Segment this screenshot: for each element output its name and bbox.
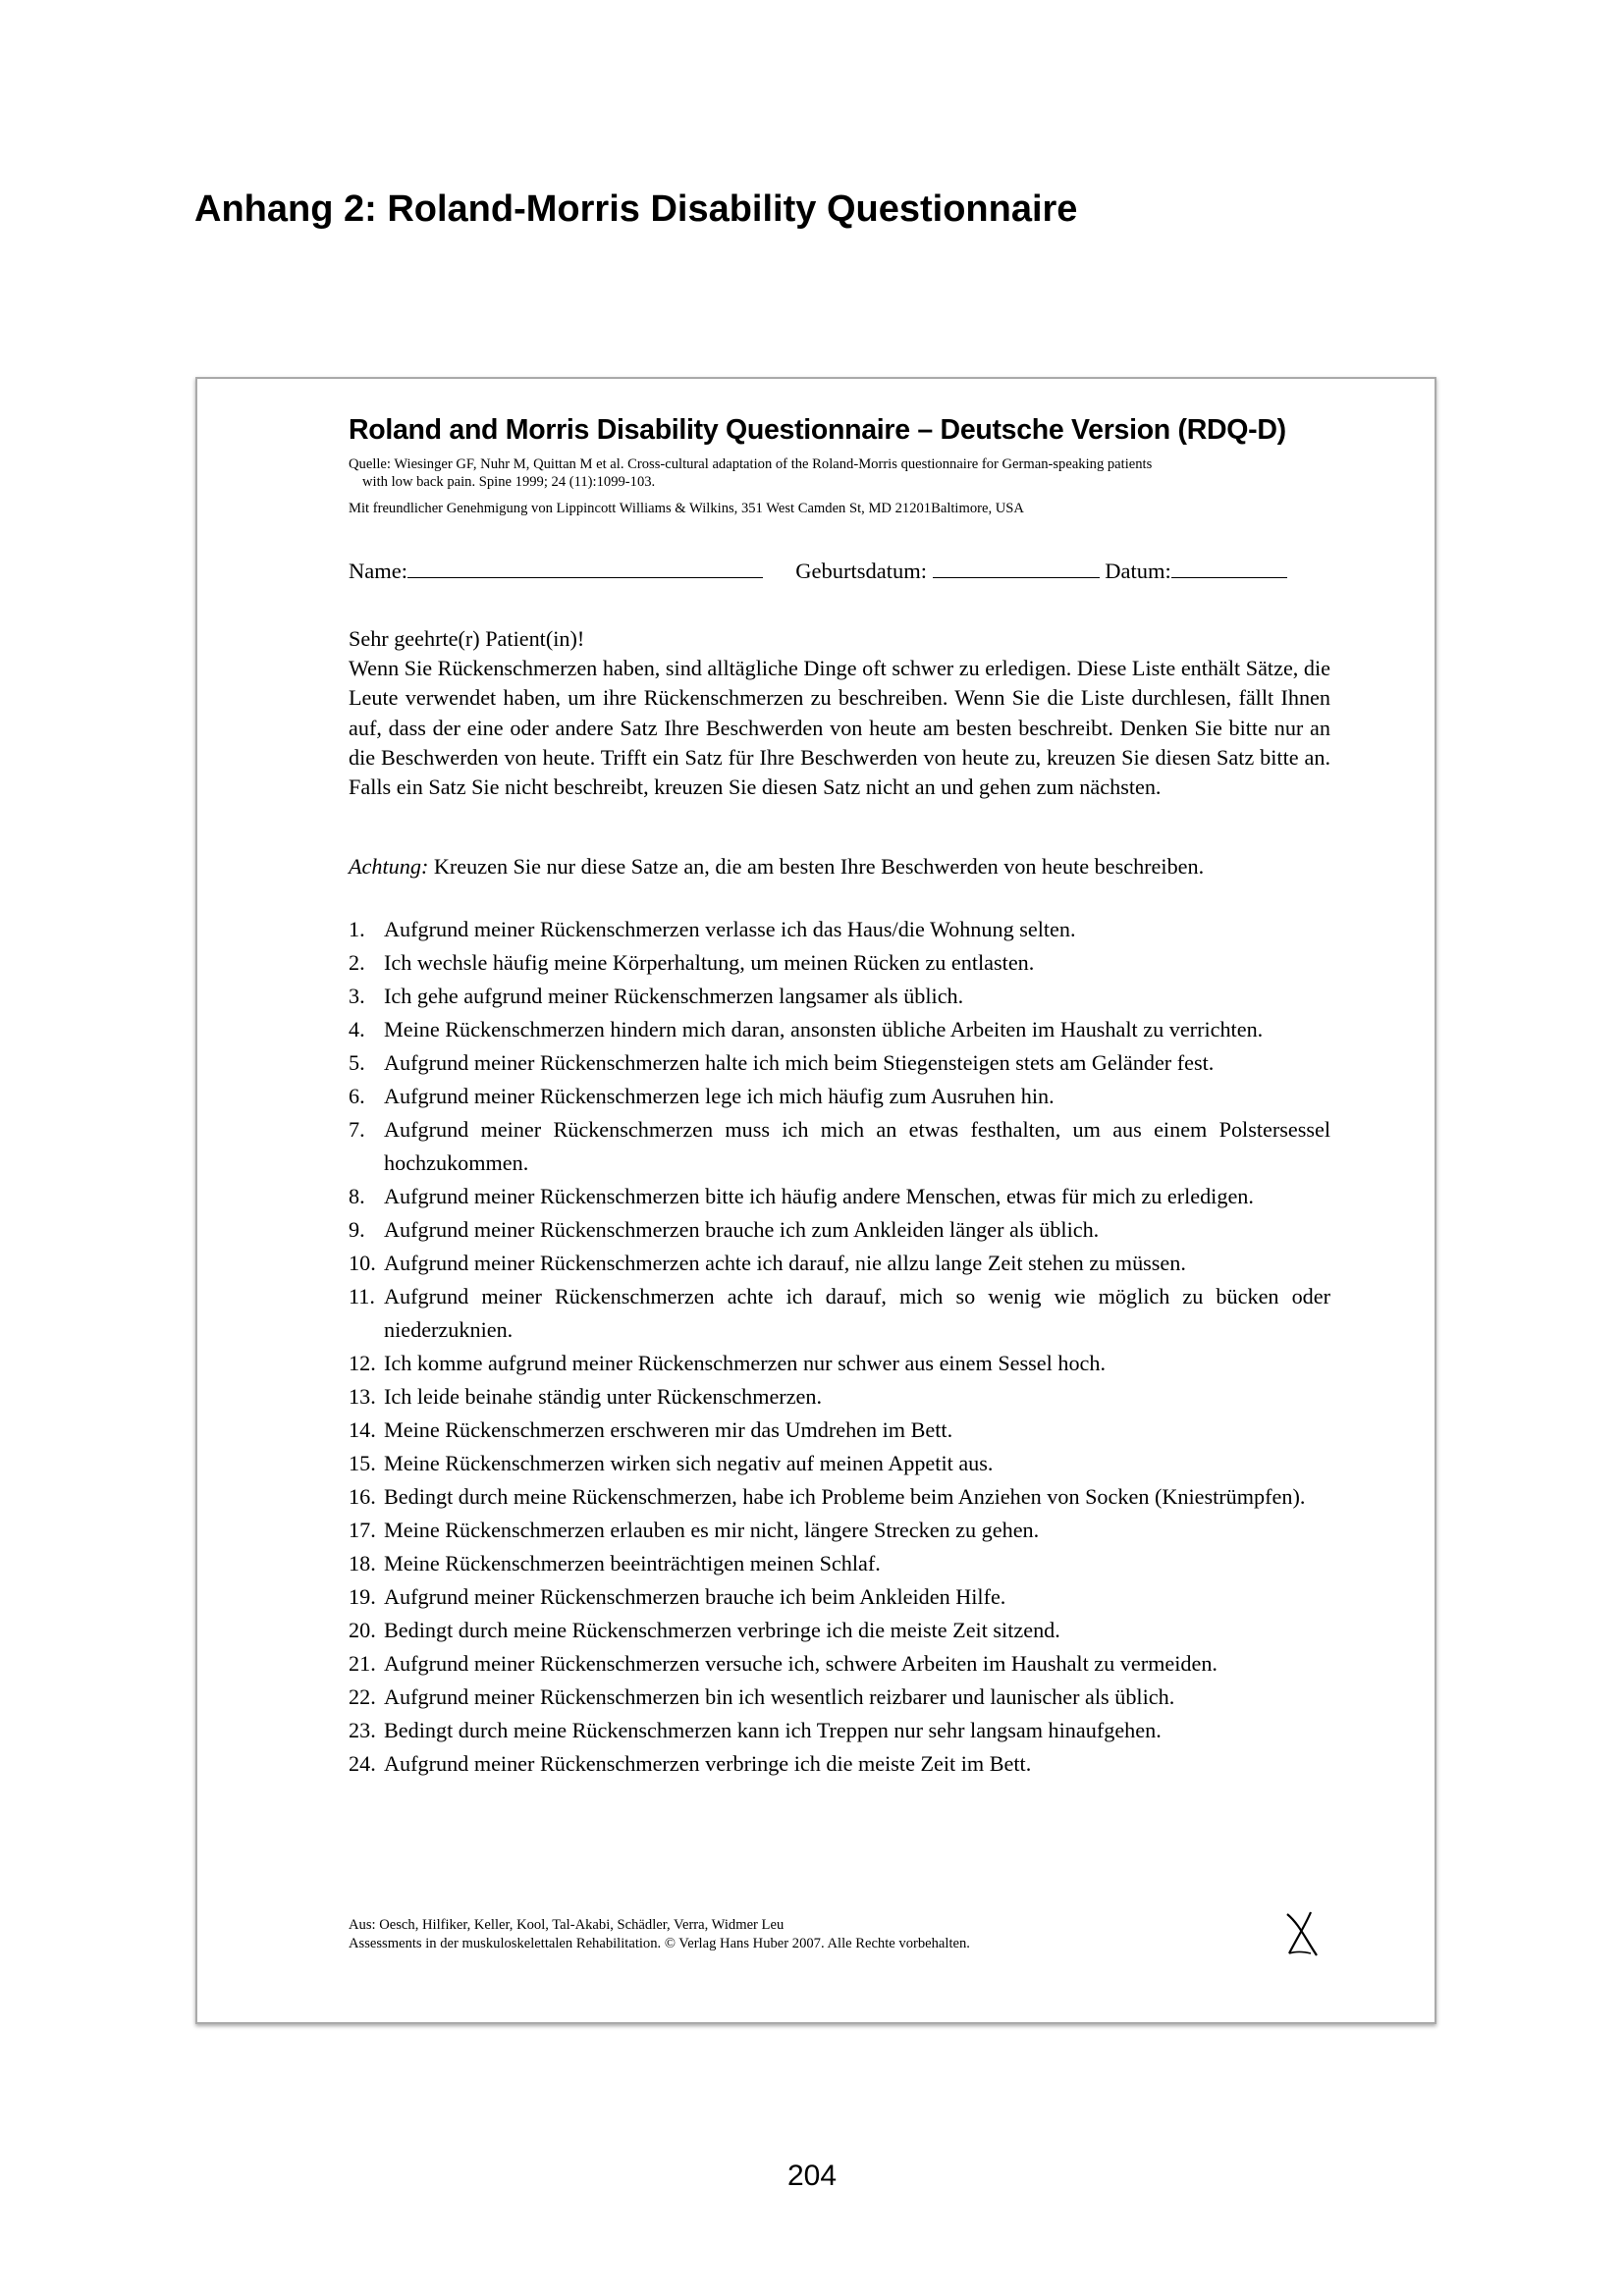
item-text: Aufgrund meiner Rückenschmerzen bitte ich häufig andere Menschen, etwas für mich zu erledigen. xyxy=(384,1184,1254,1208)
page-number: 204 xyxy=(786,2160,838,2192)
item-number: 15. xyxy=(349,1451,376,1475)
source-line-1: Quelle: Wiesinger GF, Nuhr M, Quittan M et al. Cross-cultural adaptation of the Roland-Morris questionnaire for German-speaking patients xyxy=(349,456,1153,472)
warning-text: Kreuzen Sie nur diese Satze an, die am besten Ihre Beschwerden von heute beschreiben. xyxy=(433,854,1205,879)
questionnaire-item[interactable] xyxy=(349,1113,1330,1180)
intro-text: Wenn Sie Rückenschmerzen haben, sind alltägliche Dinge oft schwer zu erledigen. Diese Liste enthält Sätze, die Leute verwendet haben, um ihre Rückenschmerzen zu beschreiben. Wenn Sie die Liste durchlesen, fällt Ihnen auf, dass der eine oder andere Satz Ihre Beschwerden von heute am besten beschreibt. Denken Sie bitte nur an die Beschwerden von heute. Trifft ein Satz für Ihre Beschwerden von heute zu, kreuzen Sie diesen Satz bitte an. Falls ein Satz Sie nicht beschreibt, kreuzen Sie diesen Satz nicht an und gehen zum nächsten. xyxy=(349,656,1330,800)
item-text: Ich wechsle häufig meine Körperhaltung, um meinen Rücken zu entlasten. xyxy=(384,950,1035,975)
birthdate-label: Geburtsdatum: xyxy=(795,559,927,583)
item-text: Aufgrund meiner Rückenschmerzen muss ich mich an etwas festhalten, um aus einem Polstersessel hochzukommen. xyxy=(384,1117,1330,1175)
footer-line-1: Aus: Oesch, Hilfiker, Keller, Kool, Tal-Akabi, Schädler, Verra, Widmer Leu xyxy=(349,1917,785,1933)
form-title: Roland and Morris Disability Questionnaire – Deutsche Version (RDQ-D) xyxy=(349,414,1286,446)
item-text: Aufgrund meiner Rückenschmerzen verbringe ich die meiste Zeit im Bett. xyxy=(384,1751,1032,1776)
birthdate-field[interactable] xyxy=(933,558,1100,578)
item-number: 18. xyxy=(349,1551,376,1575)
item-number: 4. xyxy=(349,1017,365,1041)
name-label: Name: xyxy=(349,559,407,583)
item-text: Meine Rückenschmerzen erlauben es mir nicht, längere Strecken zu gehen. xyxy=(384,1518,1040,1542)
questionnaire-item[interactable] xyxy=(349,1480,1330,1514)
questionnaire-item[interactable] xyxy=(349,1280,1330,1347)
questionnaire-item[interactable] xyxy=(349,1046,1330,1080)
item-number: 2. xyxy=(349,950,365,975)
questionnaire-item[interactable] xyxy=(349,1013,1330,1046)
questionnaire-item[interactable] xyxy=(349,1714,1330,1747)
questionnaire-item[interactable] xyxy=(349,1380,1330,1414)
item-text: Aufgrund meiner Rückenschmerzen lege ich mich häufig zum Ausruhen hin. xyxy=(384,1084,1055,1108)
name-field[interactable] xyxy=(407,558,763,578)
item-number: 11. xyxy=(349,1284,375,1308)
item-number: 16. xyxy=(349,1484,376,1509)
footer-credit xyxy=(349,1916,970,1952)
questionnaire-item[interactable] xyxy=(349,1547,1330,1580)
questionnaire-form xyxy=(195,377,1436,2024)
questionnaire-item[interactable] xyxy=(349,1447,1330,1480)
item-text: Aufgrund meiner Rückenschmerzen brauche ich beim Ankleiden Hilfe. xyxy=(384,1584,1006,1609)
date-label: Datum: xyxy=(1105,559,1171,583)
item-number: 7. xyxy=(349,1117,365,1142)
questionnaire-item[interactable] xyxy=(349,980,1330,1013)
item-number: 21. xyxy=(349,1651,376,1676)
page-heading: Anhang 2: Roland-Morris Disability Questionnaire xyxy=(194,188,1078,230)
item-number: 14. xyxy=(349,1417,376,1442)
item-text: Ich komme aufgrund meiner Rückenschmerzen nur schwer aus einem Sessel hoch. xyxy=(384,1351,1107,1375)
footer-line-2: Assessments in der muskuloskelettalen Rehabilitation. © Verlag Hans Huber 2007. Alle Rechte vorbehalten. xyxy=(349,1935,970,1951)
questionnaire-item[interactable] xyxy=(349,1080,1330,1113)
questionnaire-item[interactable] xyxy=(349,1681,1330,1714)
questionnaire-item[interactable] xyxy=(349,1514,1330,1547)
item-number: 5. xyxy=(349,1050,365,1075)
questionnaire-item[interactable] xyxy=(349,1747,1330,1781)
intro-section xyxy=(349,624,1330,802)
item-number: 24. xyxy=(349,1751,376,1776)
permission-note: Mit freundlicher Genehmigung von Lippincott Williams & Wilkins, 351 West Camden St, MD 21201Baltimore, USA xyxy=(349,501,1024,516)
item-number: 12. xyxy=(349,1351,376,1375)
item-number: 1. xyxy=(349,917,365,941)
item-number: 23. xyxy=(349,1718,376,1742)
greeting: Sehr geehrte(r) Patient(in)! xyxy=(349,626,585,651)
questionnaire-item[interactable] xyxy=(349,1414,1330,1447)
item-number: 19. xyxy=(349,1584,376,1609)
questionnaire-item[interactable] xyxy=(349,1647,1330,1681)
questionnaire-item[interactable] xyxy=(349,1580,1330,1614)
item-text: Meine Rückenschmerzen hindern mich daran, ansonsten übliche Arbeiten im Haushalt zu verrichten. xyxy=(384,1017,1264,1041)
date-field[interactable] xyxy=(1171,558,1287,578)
item-number: 10. xyxy=(349,1251,376,1275)
questionnaire-item[interactable] xyxy=(349,1213,1330,1247)
item-text: Bedingt durch meine Rückenschmerzen, habe ich Probleme beim Anziehen von Socken (Kniestrümpfen). xyxy=(384,1484,1306,1509)
item-number: 20. xyxy=(349,1618,376,1642)
item-text: Aufgrund meiner Rückenschmerzen achte ich darauf, nie allzu lange Zeit stehen zu müssen. xyxy=(384,1251,1186,1275)
source-line-2: with low back pain. Spine 1999; 24 (11):1099-103. xyxy=(362,474,656,490)
item-text: Aufgrund meiner Rückenschmerzen versuche ich, schwere Arbeiten im Haushalt zu vermeiden. xyxy=(384,1651,1218,1676)
item-text: Bedingt durch meine Rückenschmerzen kann ich Treppen nur sehr langsam hinaufgehen. xyxy=(384,1718,1162,1742)
item-text: Aufgrund meiner Rückenschmerzen halte ich mich beim Stiegensteigen stets am Geländer fest. xyxy=(384,1050,1215,1075)
item-number: 17. xyxy=(349,1518,376,1542)
questionnaire-item[interactable] xyxy=(349,1180,1330,1213)
questionnaire-item[interactable] xyxy=(349,913,1330,946)
item-text: Bedingt durch meine Rückenschmerzen verbringe ich die meiste Zeit sitzend. xyxy=(384,1618,1060,1642)
questionnaire-item[interactable] xyxy=(349,1614,1330,1647)
item-number: 8. xyxy=(349,1184,365,1208)
item-text: Aufgrund meiner Rückenschmerzen bin ich wesentlich reizbarer und launischer als üblich. xyxy=(384,1684,1175,1709)
questionnaire-item[interactable] xyxy=(349,1247,1330,1280)
warning-label: Achtung: xyxy=(349,854,429,879)
questionnaire-item[interactable] xyxy=(349,946,1330,980)
questionnaire-items xyxy=(349,913,1330,1781)
questionnaire-item[interactable] xyxy=(349,1347,1330,1380)
item-text: Meine Rückenschmerzen erschweren mir das Umdrehen im Bett. xyxy=(384,1417,953,1442)
item-text: Meine Rückenschmerzen beeinträchtigen meinen Schlaf. xyxy=(384,1551,881,1575)
item-text: Ich gehe aufgrund meiner Rückenschmerzen langsamer als üblich. xyxy=(384,984,964,1008)
item-text: Aufgrund meiner Rückenschmerzen brauche ich zum Ankleiden länger als üblich. xyxy=(384,1217,1100,1242)
publisher-logo-icon xyxy=(1281,1908,1321,1959)
warning-note xyxy=(349,854,1330,880)
item-text: Ich leide beinahe ständig unter Rückenschmerzen. xyxy=(384,1384,823,1409)
source-citation xyxy=(349,455,1330,491)
item-number: 9. xyxy=(349,1217,365,1242)
item-number: 13. xyxy=(349,1384,376,1409)
item-number: 22. xyxy=(349,1684,376,1709)
item-text: Meine Rückenschmerzen wirken sich negativ auf meinen Appetit aus. xyxy=(384,1451,994,1475)
item-text: Aufgrund meiner Rückenschmerzen verlasse ich das Haus/die Wohnung selten. xyxy=(384,917,1076,941)
patient-fields xyxy=(349,558,1287,584)
item-text: Aufgrund meiner Rückenschmerzen achte ich darauf, mich so wenig wie möglich zu bücken oder niederzuknien. xyxy=(384,1284,1330,1342)
item-number: 6. xyxy=(349,1084,365,1108)
item-number: 3. xyxy=(349,984,365,1008)
